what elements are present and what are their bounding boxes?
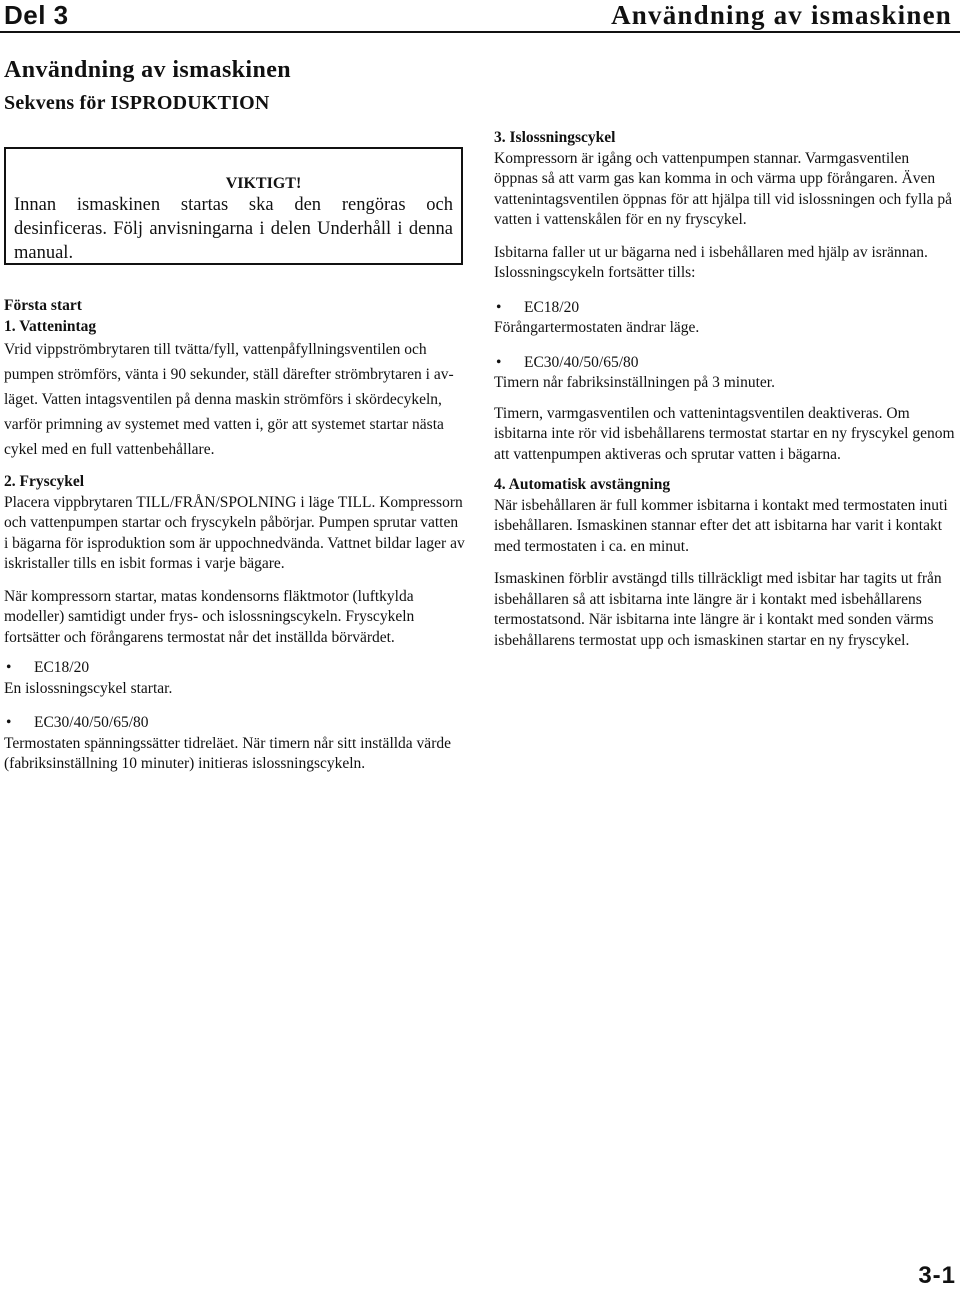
first-start-heading: Första start xyxy=(4,297,82,314)
page-number: 3-1 xyxy=(918,1262,956,1289)
water-intake-heading: 1. Vattenintag xyxy=(4,317,97,335)
bullet-dot-icon: • xyxy=(6,714,12,731)
right-column xyxy=(494,128,956,651)
bullet-item xyxy=(4,658,466,679)
auto-shutoff-heading: 4. Automatisk avstängning xyxy=(494,476,671,493)
freeze-cycle-heading: 2. Fryscykel xyxy=(4,473,85,490)
bullet-model: EC30/40/50/65/80 xyxy=(524,353,639,371)
bullet-item xyxy=(494,298,956,319)
auto-shutoff-text: När isbehållaren är full kommer isbitarna i kontakt med termostaten inuti isbehållaren. Ismaskinen stannar efter det att isbitarna har varit i kontakt med termostaten i ca. en minut. xyxy=(494,496,948,555)
harvest-cycle-text-2: Isbitarna faller ut ur bägarna ned i isbehållaren med hjälp av isrännan. Islossningscykeln fortsätter tills: xyxy=(494,243,928,281)
section-subtitle: Sekvens för ISPRODUKTION xyxy=(4,92,270,114)
warning-title: VIKTIGT! xyxy=(225,175,302,192)
bullet-dot-icon: • xyxy=(6,659,12,676)
bullet-model: EC18/20 xyxy=(34,659,90,676)
water-intake-text: Vrid vippströmbrytaren till tvätta/fyll, vattenpåfyllningsventilen och pumpen strömförs, vänta i 90 sekunder, ställ därefter strömbrytaren i av-läget. Vatten intagsventilen på denna maskin strömförs i skördecykeln, varför primning av systemet med vatten i, gör att systemet startar nästa cykel med en full vattenbehållare. xyxy=(4,341,454,458)
bullet-item xyxy=(4,713,466,734)
bullet-text: Timern når fabriksinställningen på 3 minuter. xyxy=(494,374,775,391)
left-column xyxy=(4,296,466,775)
bullet-model: EC18/20 xyxy=(524,298,580,316)
harvest-cycle-heading: 3. Islossningscykel xyxy=(494,129,616,146)
bullet-item xyxy=(494,353,956,374)
header-divider xyxy=(0,31,960,33)
warning-box xyxy=(4,147,463,265)
bullet-text: Termostaten spänningssätter tidreläet. När timern når sitt inställda värde (fabriksinställning 10 minuter) initieras islossningscykeln. xyxy=(4,734,451,772)
freeze-cycle-text-2: När kompressorn startar, matas kondensorns fläktmotor (luftkylda modeller) samtidigt under frys- och islossningscykeln. Fryscykeln fortsätter och förångarens termostat når det inställda börvärdet. xyxy=(4,587,415,646)
auto-shutoff-text-2: Ismaskinen förblir avstängd tills tillräckligt med isbitar har tagits ut från isbehållaren så att isbitarna inte längre är i kontakt med isbehållarens termostatsond. När isbitarna inte längre är i kontakt med sonden värms isbehållarens termostat upp och ismaskinen startar en ny fryscykel. xyxy=(494,570,942,649)
bullet-model: EC30/40/50/65/80 xyxy=(34,714,149,731)
header-chapter: Användning av ismaskinen xyxy=(611,0,952,30)
freeze-cycle-text: Placera vippbrytaren TILL/FRÅN/SPOLNING i läge TILL. Kompressorn och vattenpumpen startar och fryscykeln påbörjar. Pumpen sprutar vatten i bägarna för isproduktion som är uppochnedvända. Vattnet bildar lager av iskristaller tills en isbit formas i varje bägare. xyxy=(4,493,465,572)
warning-text: Innan ismaskinen startas ska den rengöras och desinficeras. Följ anvisningarna i delen Underhåll i denna manual. xyxy=(14,195,453,263)
bullet-dot-icon: • xyxy=(496,353,502,371)
harvest-cycle-text: Kompressorn är igång och vattenpumpen stannar. Varmgasventilen öppnas så att varm gas kan komma in och värma upp förångaren. Även vattenintagsventilen öppnas för att hjälpa till vid islossningen och fylla på vatten i vattenskålen för en ny fryscykel. xyxy=(494,149,953,228)
harvest-cycle-text-3: Timern, varmgasventilen och vattenintagsventilen deaktiveras. Om isbitarna inte rör vid isbehållarens termostat startar en ny fryscykel genom att vattenpumpen aktiveras och sprutar vatten i bägarna. xyxy=(494,404,955,463)
bullet-text: En islossningscykel startar. xyxy=(4,679,173,697)
bullet-text: Förångartermostaten ändrar läge. xyxy=(494,319,700,336)
header-part: Del 3 xyxy=(4,0,69,30)
section-title: Användning av ismaskinen xyxy=(4,57,292,83)
bullet-dot-icon: • xyxy=(496,298,502,316)
